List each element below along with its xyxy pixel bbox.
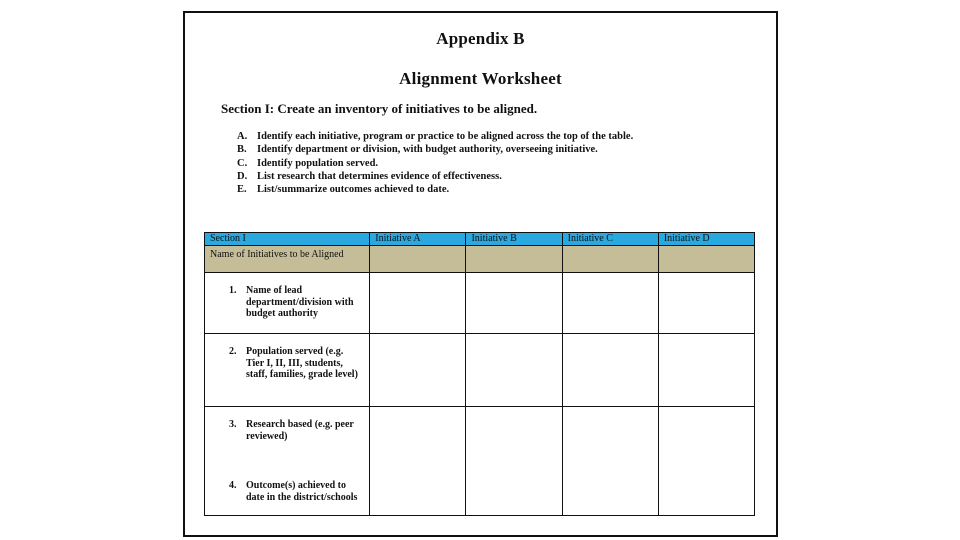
- question-text: Outcome(s) achieved to date in the district/schools: [246, 480, 358, 503]
- table-cell[interactable]: [658, 334, 754, 407]
- table-cell[interactable]: [466, 273, 562, 334]
- table-row: [205, 334, 755, 407]
- table-cell[interactable]: [370, 407, 466, 516]
- question-number: 1.: [229, 285, 237, 296]
- table-cell[interactable]: [466, 246, 562, 273]
- table-row: [205, 273, 755, 334]
- instruction-item: D. List research that determines evidence of effectiveness.: [237, 170, 502, 182]
- names-row-label: Name of Initiatives to be Aligned: [205, 246, 370, 273]
- table-cell[interactable]: [562, 407, 658, 516]
- table-row: [205, 407, 755, 516]
- header-cell-initiative-c: Initiative C: [562, 233, 658, 246]
- question-number: 2.: [229, 346, 237, 357]
- table-cell[interactable]: [562, 273, 658, 334]
- table-cell[interactable]: [658, 273, 754, 334]
- row-label: [205, 273, 370, 334]
- section-heading: Section I: Create an inventory of initiatives to be aligned.: [221, 101, 538, 116]
- header-cell-initiative-d: Initiative D: [658, 233, 754, 246]
- question-text: Population served (e.g. Tier I, II, III, students, staff, families, grade level): [246, 346, 358, 380]
- table-cell[interactable]: [658, 407, 754, 516]
- instruction-item: B. Identify department or division, with budget authority, overseeing initiative.: [237, 144, 598, 156]
- table-cell[interactable]: [370, 334, 466, 407]
- header-cell-initiative-a: Initiative A: [370, 233, 466, 246]
- table-cell[interactable]: [466, 334, 562, 407]
- worksheet-title: Alignment Worksheet: [399, 69, 562, 88]
- table-cell[interactable]: [658, 246, 754, 273]
- instruction-item: C. Identify population served.: [237, 157, 379, 169]
- table-header-row: [205, 233, 755, 246]
- question-text: Name of lead department/division with budget authority: [246, 285, 354, 319]
- instruction-list: [237, 130, 633, 196]
- table-cell[interactable]: [562, 246, 658, 273]
- row-label: [205, 407, 370, 516]
- header-cell-initiative-b: Initiative B: [466, 233, 562, 246]
- table-cell[interactable]: [466, 407, 562, 516]
- alignment-table: [204, 232, 755, 516]
- instruction-item: A. Identify each initiative, program or practice to be aligned across the top of the table.: [237, 131, 634, 142]
- question-number: 3.: [229, 419, 237, 430]
- table-cell[interactable]: [370, 246, 466, 273]
- instruction-item: E. List/summarize outcomes achieved to date.: [237, 184, 450, 196]
- table-cell[interactable]: [562, 334, 658, 407]
- table-cell[interactable]: [370, 273, 466, 334]
- header-cell-section: Section I: [205, 233, 370, 246]
- worksheet-page: [183, 11, 778, 537]
- row-label: [205, 334, 370, 407]
- question-number: 4.: [229, 480, 237, 491]
- table-names-row: [205, 246, 755, 273]
- appendix-title: Appendix B: [436, 29, 525, 48]
- question-text: Research based (e.g. peer reviewed): [246, 419, 354, 442]
